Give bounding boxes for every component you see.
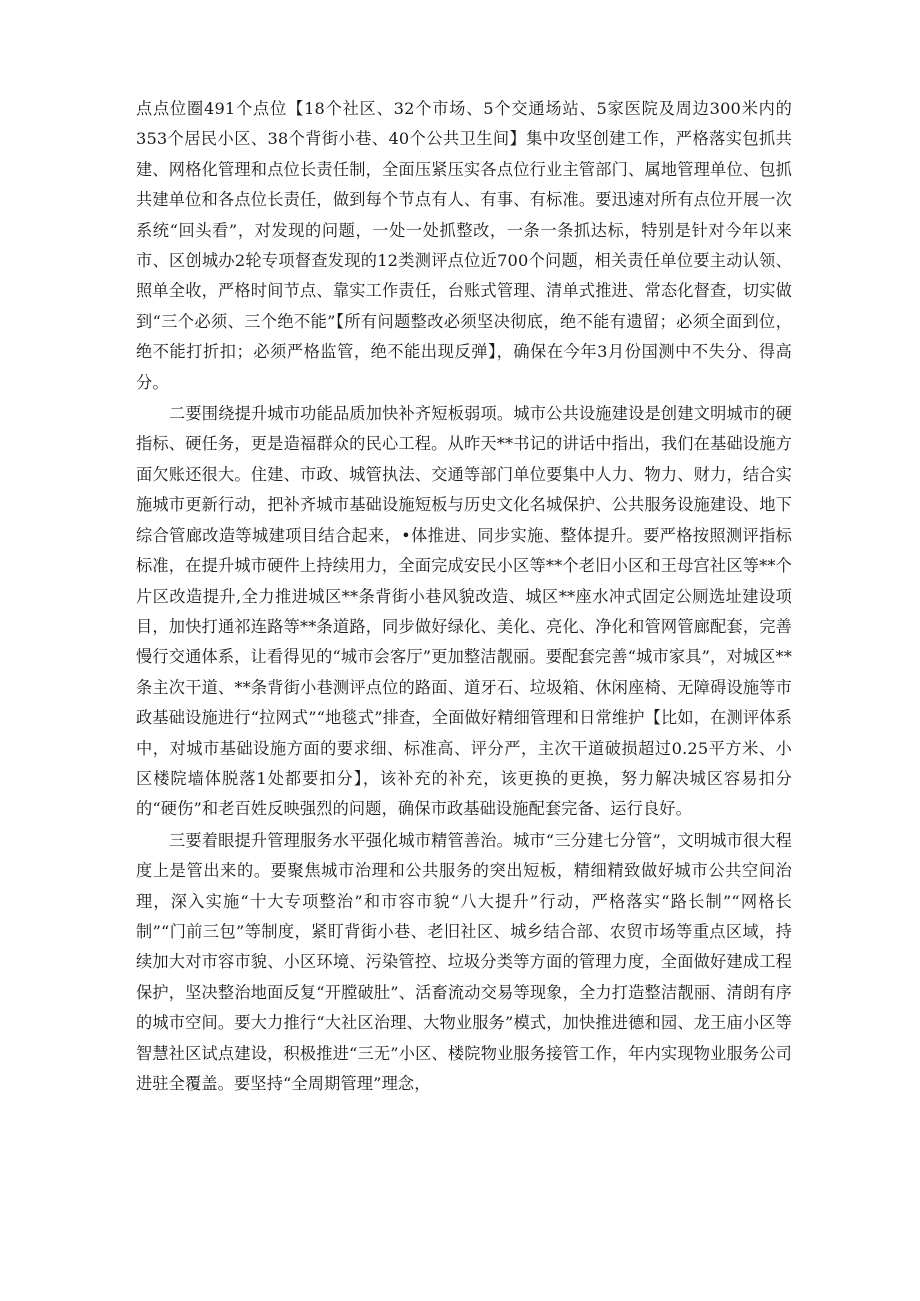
paragraph-second-point: 二要围绕提升城市功能品质加快补齐短板弱项。城市公共设施建设是创建文明城市的硬指标、硬任务，更是造福群众的民心工程。从昨天**书记的讲话中指出，我们在基础设施方面欠账还很大。住建、市政、城管执法、交通等部门单位要集中人力、物力、财力，结合实施城市更新行动，把补齐城市基础设施短板与历史文化名城保护、公共服务设施建设、地下综合管廊改造等城建项目结合起来，•体推进、同步实施、整体提升。要严格按照测评指标标准，在提升城市硬件上持续用力，全面完成安民小区等**个老旧小区和王母宫社区等**个片区改造提升,全力推进城区**条背街小巷风貌改造、城区**座水冲式固定公厕选址建设项目，加快打通祁连路等**条道路，同步做好绿化、美化、亮化、净化和管网管廊配套，完善慢行交通体系，让看得见的“城市会客厅”更加整洁靓丽。要配套完善“城市家具”，对城区**条主次干道、**条背街小巷测评点位的路面、道牙石、垃圾箱、休闲座椅、无障碍设施等市政基础设施进行“拉网式”“地毯式”排查，全面做好精细管理和日常维护【比如，在测评体系中，对城市基础设施方面的要求细、标准高、评分严，主次干道破损超过0.25平方米、小区楼院墙体脱落1处都要扣分】，该补充的补充，该更换的更换，努力解决城区容易扣分的“硬伤”和老百姓反映强烈的问题，确保市政基础设施配套完备、运行良好。 xyxy=(136,404,792,819)
document-page xyxy=(136,94,792,1099)
paragraph-third-point: 三要着眼提升管理服务水平强化城市精管善治。城市“三分建七分管”，文明城市很大程度上是管出来的。要聚焦城市治理和公共服务的突出短板，精细精致做好城市公共空间治理，深入实施“十大专项整治”和市容市貌“八大提升”行动，严格落实“路长制”“网格长制”“门前三包”等制度，紧盯背街小巷、老旧社区、城乡结合部、农贸市场等重点区域，持续加大对市容市貌、小区环境、污染管控、垃圾分类等方面的管理力度，全面做好建成工程保护，坚决整治地面反复“开膛破肚”、活畜流动交易等现象，全力打造整洁靓丽、清朗有序的城市空间。要大力推行“大社区治理、大物业服务”模式，加快推进德和园、龙王庙小区等智慧社区试点建设，积极推进“三无”小区、楼院物业服务接管工作，年内实现物业服务公司进驻全覆盖。要坚持“全周期管理”理念， xyxy=(136,830,792,1093)
paragraph-continuation: 点点位圈491个点位【18个社区、32个市场、5个交通场站、5家医院及周边300米内的353个居民小区、38个背街小巷、40个公共卫生间】集中攻坚创建工作，严格落实包抓共建、网格化管理和点位长责任制，全面压紧压实各点位行业主管部门、属地管理单位、包抓共建单位和各点位长责任，做到每个节点有人、有事、有标准。要迅速对所有点位开展一次系统“回头看”，对发现的问题，一处一处抓整改，一条一条抓达标，特别是针对今年以来市、区创城办2轮专项督查发现的12类测评点位近700个问题，相关责任单位要主动认领、照单全收，严格时间节点、靠实工作责任，台账式管理、清单式推进、常态化督查，切实做到“三个必须、三个绝不能”【所有问题整改必须坚决彻底，绝不能有遗留；必须全面到位，绝不能打折扣；必须严格监管，绝不能出现反弹】，确保在今年3月份国测中不失分、得高分。 xyxy=(136,99,792,392)
